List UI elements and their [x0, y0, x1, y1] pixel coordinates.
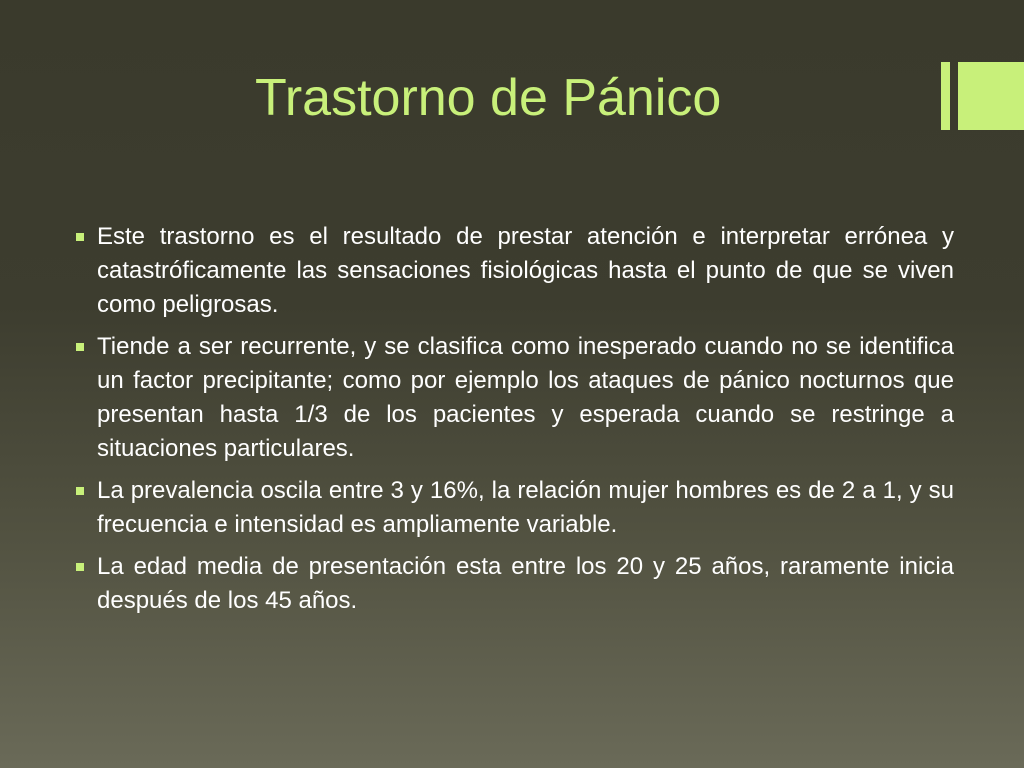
bullet-text: Este trastorno es el resultado de prestar atención e interpretar errónea y catastróficamente las sensaciones fisiológicas hasta el punto de que se viven como peligrosas.	[97, 223, 954, 318]
bullet-item	[74, 330, 954, 466]
square-bullet-icon	[76, 233, 84, 241]
decorative-bar-thin	[941, 62, 950, 130]
bullet-text: La edad media de presentación esta entre los 20 y 25 años, raramente inicia después de los 45 años.	[97, 553, 954, 614]
square-bullet-icon	[76, 343, 84, 351]
bullet-text: Tiende a ser recurrente, y se clasifica como inesperado cuando no se identifica un factor precipitante; como por ejemplo los ataques de pánico nocturnos que presentan hasta 1/3 de los pacientes y esperada cuando se restringe a situaciones particulares.	[97, 333, 954, 462]
bullet-text: La prevalencia oscila entre 3 y 16%, la relación mujer hombres es de 2 a 1, y su frecuencia e intensidad es ampliamente variable.	[97, 477, 954, 538]
bullet-item	[74, 550, 954, 618]
bullet-list	[74, 220, 954, 626]
bullet-item	[74, 474, 954, 542]
square-bullet-icon	[76, 487, 84, 495]
decorative-bar-wide	[958, 62, 1024, 130]
bullet-item	[74, 220, 954, 322]
slide-title: Trastorno de Pánico	[255, 69, 722, 127]
square-bullet-icon	[76, 563, 84, 571]
